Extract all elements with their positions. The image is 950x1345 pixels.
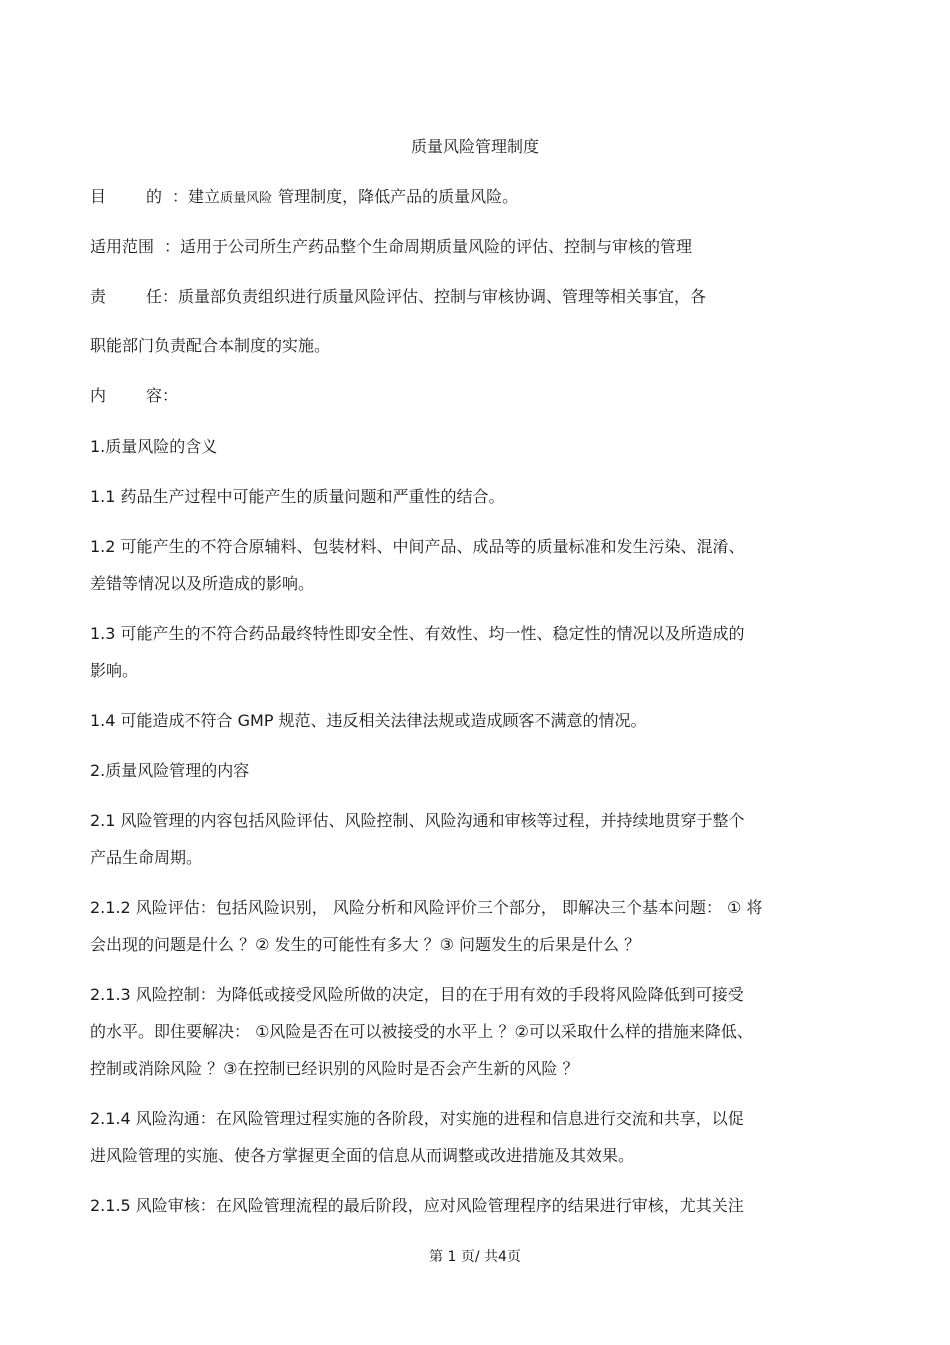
section-1-line-1: 1.质量风险的含义 — [90, 437, 218, 456]
section-2-1-3-line-1: 2.1.3 风险控制：为降低或接受风险所做的决定，目的在于用有效的手段将风险降低到可接受 — [90, 985, 744, 1004]
section-1-2-line-2: 差错等情况以及所造成的影响。 — [90, 574, 315, 593]
section-1-3-line-2: 影响。 — [90, 661, 139, 680]
scope-text: 适用于公司所生产药品整个生命周期质量风险的评估、控制与审核的管理 — [180, 237, 693, 256]
section-2-1-4-line-1: 2.1.4 风险沟通：在风险管理过程实施的各阶段，对实施的进程和信息进行交流和共享，以促 — [90, 1109, 744, 1128]
section-2-1-3-line-2: 的水平。即住要解决： ①风险是否在可以被接受的水平上 ？②可以采取什么样的措施来降低、 — [90, 1022, 753, 1041]
section-1-1-line-1: 1.1 药品生产过程中可能产生的质量问题和严重性的结合。 — [90, 487, 505, 506]
section-1-2-line-1: 1.2 可能产生的不符合原辅料、包装材料、中间产品、成品等的质量标准和发生污染、混淆、 — [90, 537, 745, 556]
section-2-1-line-2: 产品生命周期。 — [90, 848, 203, 867]
scope-line — [90, 237, 692, 257]
scope-label: 适用范围 — [90, 237, 155, 256]
content-label-b: 容： — [146, 386, 179, 405]
content-label-a: 内 — [90, 386, 107, 405]
scope-colon: ： — [164, 237, 181, 256]
purpose-text-2: 管理制度，降低产品的质量风险。 — [278, 187, 519, 206]
section-2-1-5-line-1: 2.1.5 风险审核：在风险管理流程的最后阶段，应对风险管理程序的结果进行审核，尤其关注 — [90, 1196, 744, 1215]
purpose-text-small: 质量风险 — [220, 191, 273, 206]
section-2-1-line-1: 2.1 风险管理的内容包括风险评估、风险控制、风险沟通和审核等过程，并持续地贯穿于整个 — [90, 811, 745, 830]
section-2-1-2-line-2: 会出现的问题是什么 ？② 发生的可能性有多大 ？③ 问题发生的后果是什么 ？ — [90, 935, 641, 954]
section-2-1-4-line-2: 进风险管理的实施、使各方掌握更全面的信息从而调整或改进措施及其效果。 — [90, 1146, 635, 1165]
purpose-label-b: 的 — [146, 187, 163, 206]
purpose-colon: ： — [172, 187, 189, 206]
responsibility-label-b: 任： — [146, 287, 179, 306]
purpose-label-a: 目 — [90, 187, 107, 206]
section-1-3-line-1: 1.3 可能产生的不符合药品最终特性即安全性、有效性、均一性、稳定性的情况以及所造成的 — [90, 624, 745, 643]
document-title: 质量风险管理制度 — [410, 137, 539, 156]
purpose-line — [90, 187, 518, 209]
responsibility-line-1 — [90, 287, 706, 307]
section-2-1-2-line-1: 2.1.2 风险评估：包括风险识别， 风险分析和风险评价三个部分， 即解决三个基本问题： ① 将 — [90, 898, 763, 917]
page-footer: 第 1 页/ 共4页 — [429, 1249, 521, 1265]
section-1-4-line-1: 1.4 可能造成不符合 GMP 规范、违反相关法律法规或造成顾客不满意的情况。 — [90, 711, 647, 730]
responsibility-text-1: 质量部负责组织进行质量风险评估、控制与审核协调、管理等相关事宜，各 — [178, 287, 707, 306]
purpose-text-1: 建立 — [188, 187, 221, 206]
section-2-1-3-line-3: 控制或消除风险 ？③在控制已经识别的风险时是否会产生新的风险 ？ — [90, 1059, 579, 1078]
content-label — [90, 386, 178, 406]
responsibility-line-2: 职能部门负责配合本制度的实施。 — [90, 336, 331, 355]
responsibility-label-a: 责 — [90, 287, 107, 306]
section-2-line-1: 2.质量风险管理的内容 — [90, 761, 250, 780]
